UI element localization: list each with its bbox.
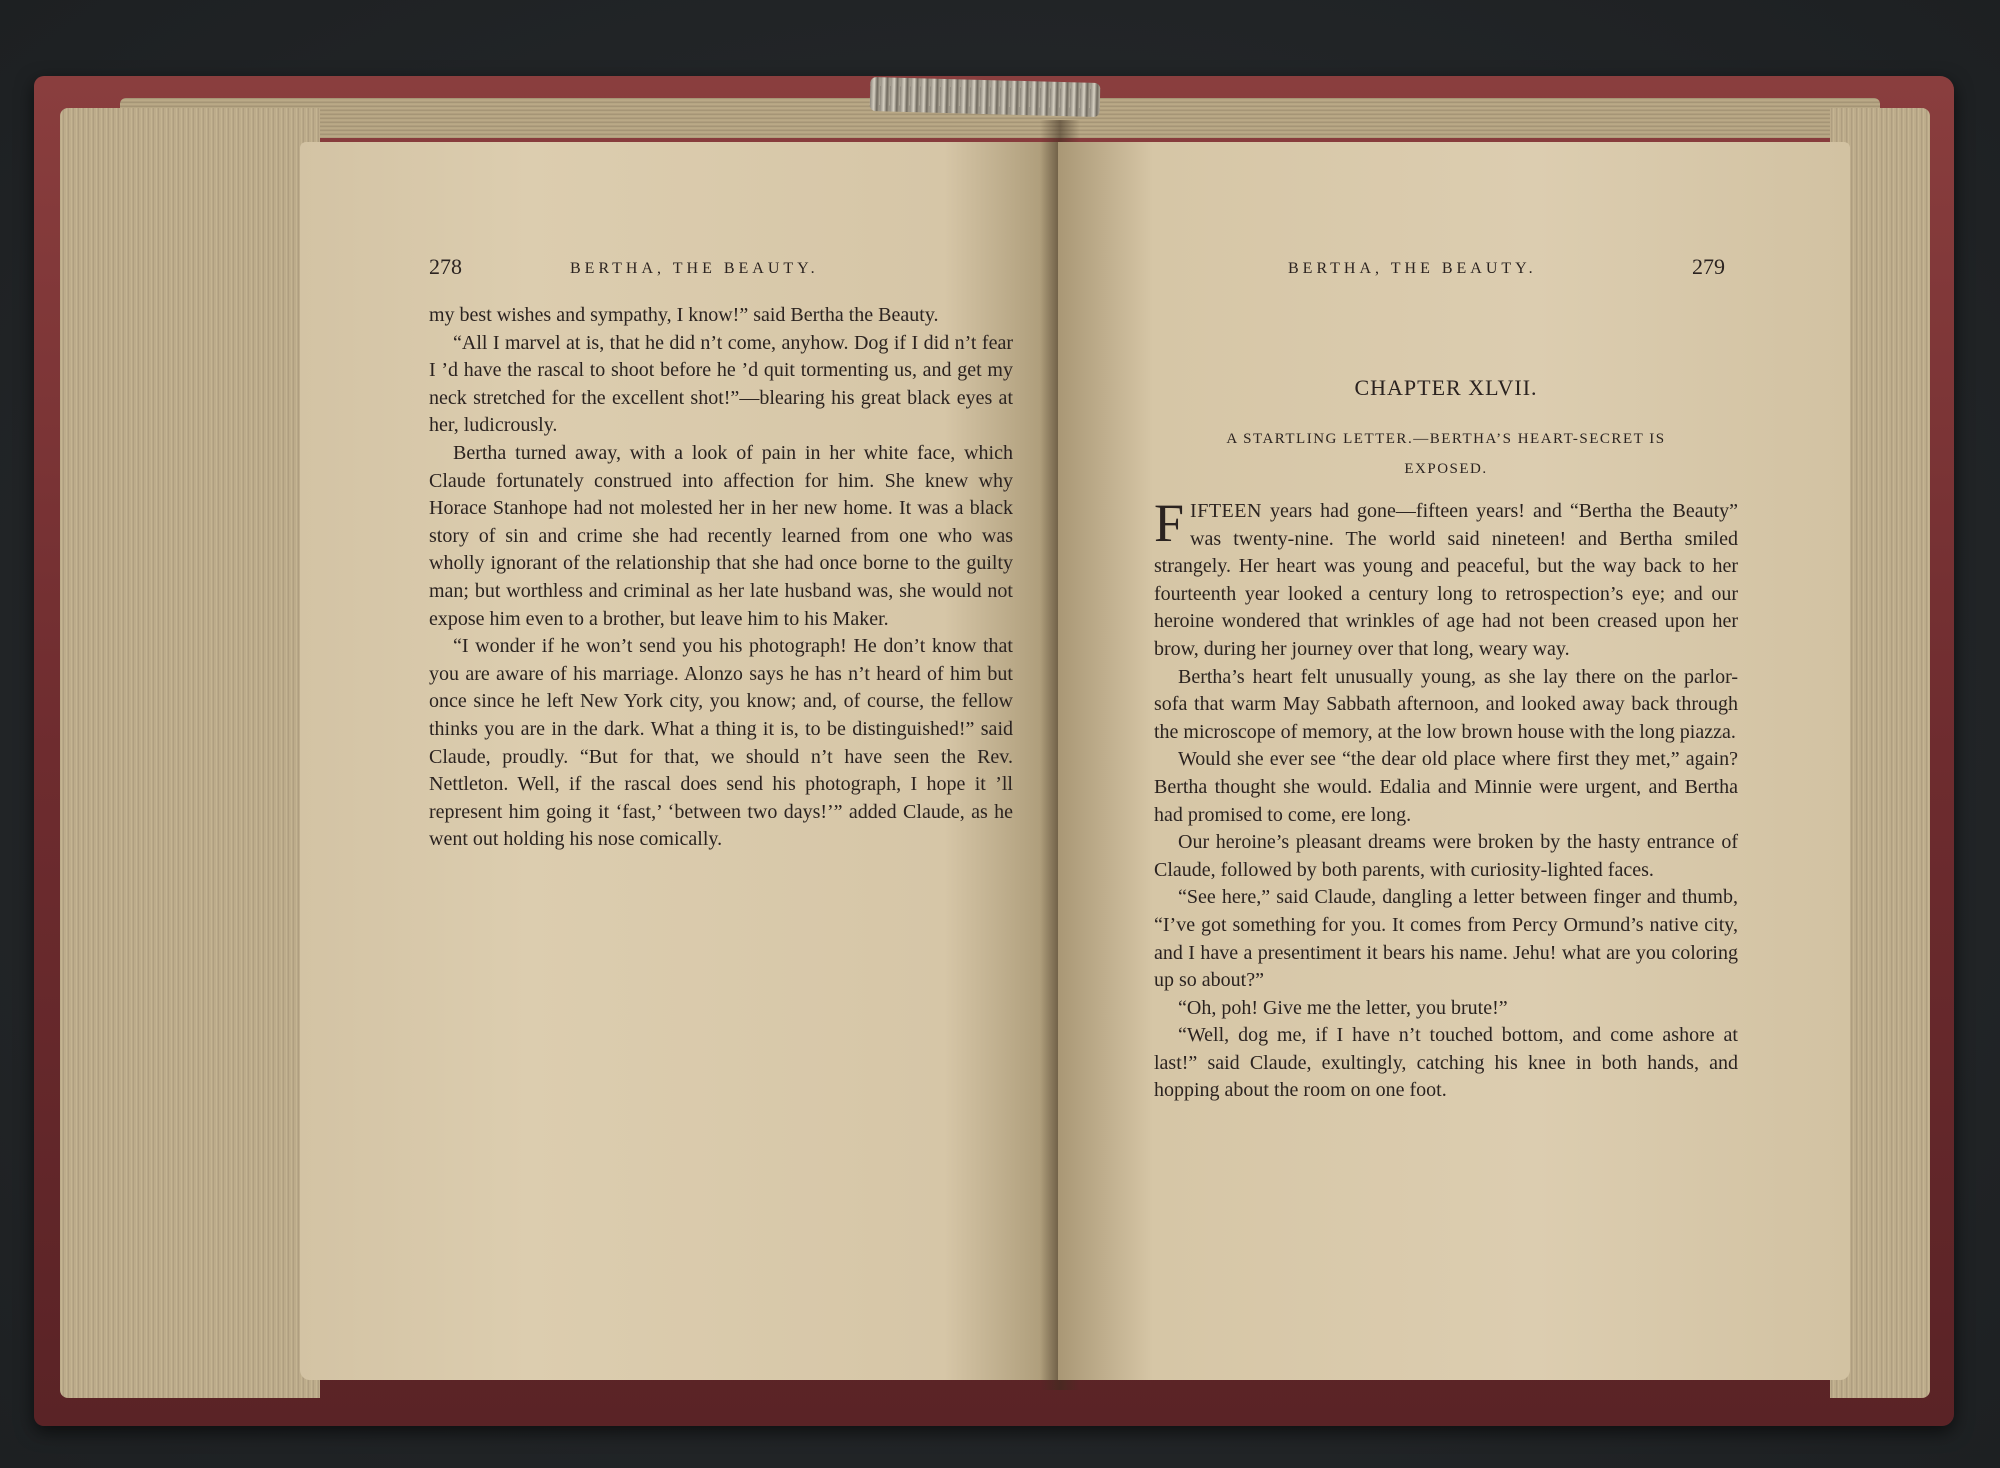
chapter-subtitle xyxy=(1148,424,1744,484)
right-page-body xyxy=(1154,493,1739,1105)
page-number-left: 278 xyxy=(429,254,462,279)
paragraph: Our heroine’s pleasant dreams were broken by the hasty entrance of Claude, followed by both parents, with curiosity-lighted faces. xyxy=(1154,831,1738,881)
page-block-left-edge xyxy=(60,108,320,1398)
paragraph: Bertha turned away, with a look of pain in her white face, which Claude fortunately construed into affection for him. She knew why Horace Stanhope had not molested her in her new home. It was a black story of sin and crime she had recently learned from one who was wholly ignorant of the relationship that she had once borne to the guilty man; but worthless and criminal as her late husband was, she would not expose him even to a brother, but leave him to his Maker. xyxy=(429,441,1013,630)
left-page-body xyxy=(429,302,1013,854)
chapter-title: CHAPTER XLVII. xyxy=(1354,375,1538,400)
drop-cap: F xyxy=(1154,493,1185,553)
opening-paragraph xyxy=(1154,493,1739,664)
running-head-right: BERTHA, THE BEAUTY. xyxy=(1288,260,1537,277)
paragraph: “I wonder if he won’t send you his photograph! He don’t know that you are aware of his marriage. Alonzo says he has n’t heard of him but once since he left New York city, you know; and, of course, the fellow thinks you are in the dark. What a thing it is, to be distinguished!” said Claude, proudly. “But for that, we should n’t have seen the Rev. Nettleton. Well, if the rascal does send his photograph, I hope it ’ll represent him going it ‘fast,’ ‘between two days!’” added Claude, as he went out holding his nose comically. xyxy=(429,635,1013,851)
opening-paragraph-text: years had gone—fifteen years! and “Bertha the Beauty” was twenty-nine. The world said nineteen! and Bertha smiled strangely. Her heart was young and peaceful, but the way back to her fourteenth year looked a century long to retrospection’s eye; and our heroine wondered that wrinkles of age had not been creased upon her brow, during her journey over that long, weary way. xyxy=(1154,500,1739,660)
paragraph: “Oh, poh! Give me the letter, you brute!” xyxy=(1178,996,1508,1019)
paragraph: “All I marvel at is, that he did n’t come, anyhow. Dog if I did n’t fear I ’d have the rascal to shoot before he ’d quit tormenting us, and get my neck stretched for the excellent shot!”—blearing his great black eyes at her, ludicrously. xyxy=(429,331,1013,437)
paragraph: “See here,” said Claude, dangling a letter between finger and thumb, “I’ve got something for you. It comes from Percy Ormund’s native city, and I have a presentiment it bears his name. Jehu! what are you coloring up so about?” xyxy=(1154,886,1738,992)
paragraph: my best wishes and sympathy, I know!” said Bertha the Beauty. xyxy=(429,304,939,326)
left-page xyxy=(300,142,1058,1380)
page-number-right: 279 xyxy=(1692,254,1725,279)
paragraph: Would she ever see “the dear old place where first they met,” again? Bertha thought she would. Edalia and Minnie were urgent, and Bertha had promised to come, ere long. xyxy=(1154,748,1738,826)
chapter-subtitle-line: A STARTLING LETTER.—BERTHA’S HEART-SECRET IS xyxy=(1226,431,1666,447)
paragraph: Bertha’s heart felt unusually young, as she lay there on the parlor-sofa that warm May Sabbath afternoon, and looked away back through the microscope of memory, at the low brown house with the long piazza. xyxy=(1154,665,1738,743)
opening-word: IFTEEN xyxy=(1190,500,1262,522)
running-head-left: BERTHA, THE BEAUTY. xyxy=(570,260,819,277)
paragraph: “Well, dog me, if I have n’t touched bottom, and come ashore at last!” said Claude, exultingly, catching his knee in both hands, and hopping about the room on one foot. xyxy=(1154,1024,1738,1102)
chapter-subtitle-line: EXPOSED. xyxy=(1404,461,1488,477)
right-page xyxy=(1058,142,1850,1380)
spine-binding xyxy=(870,77,1101,117)
